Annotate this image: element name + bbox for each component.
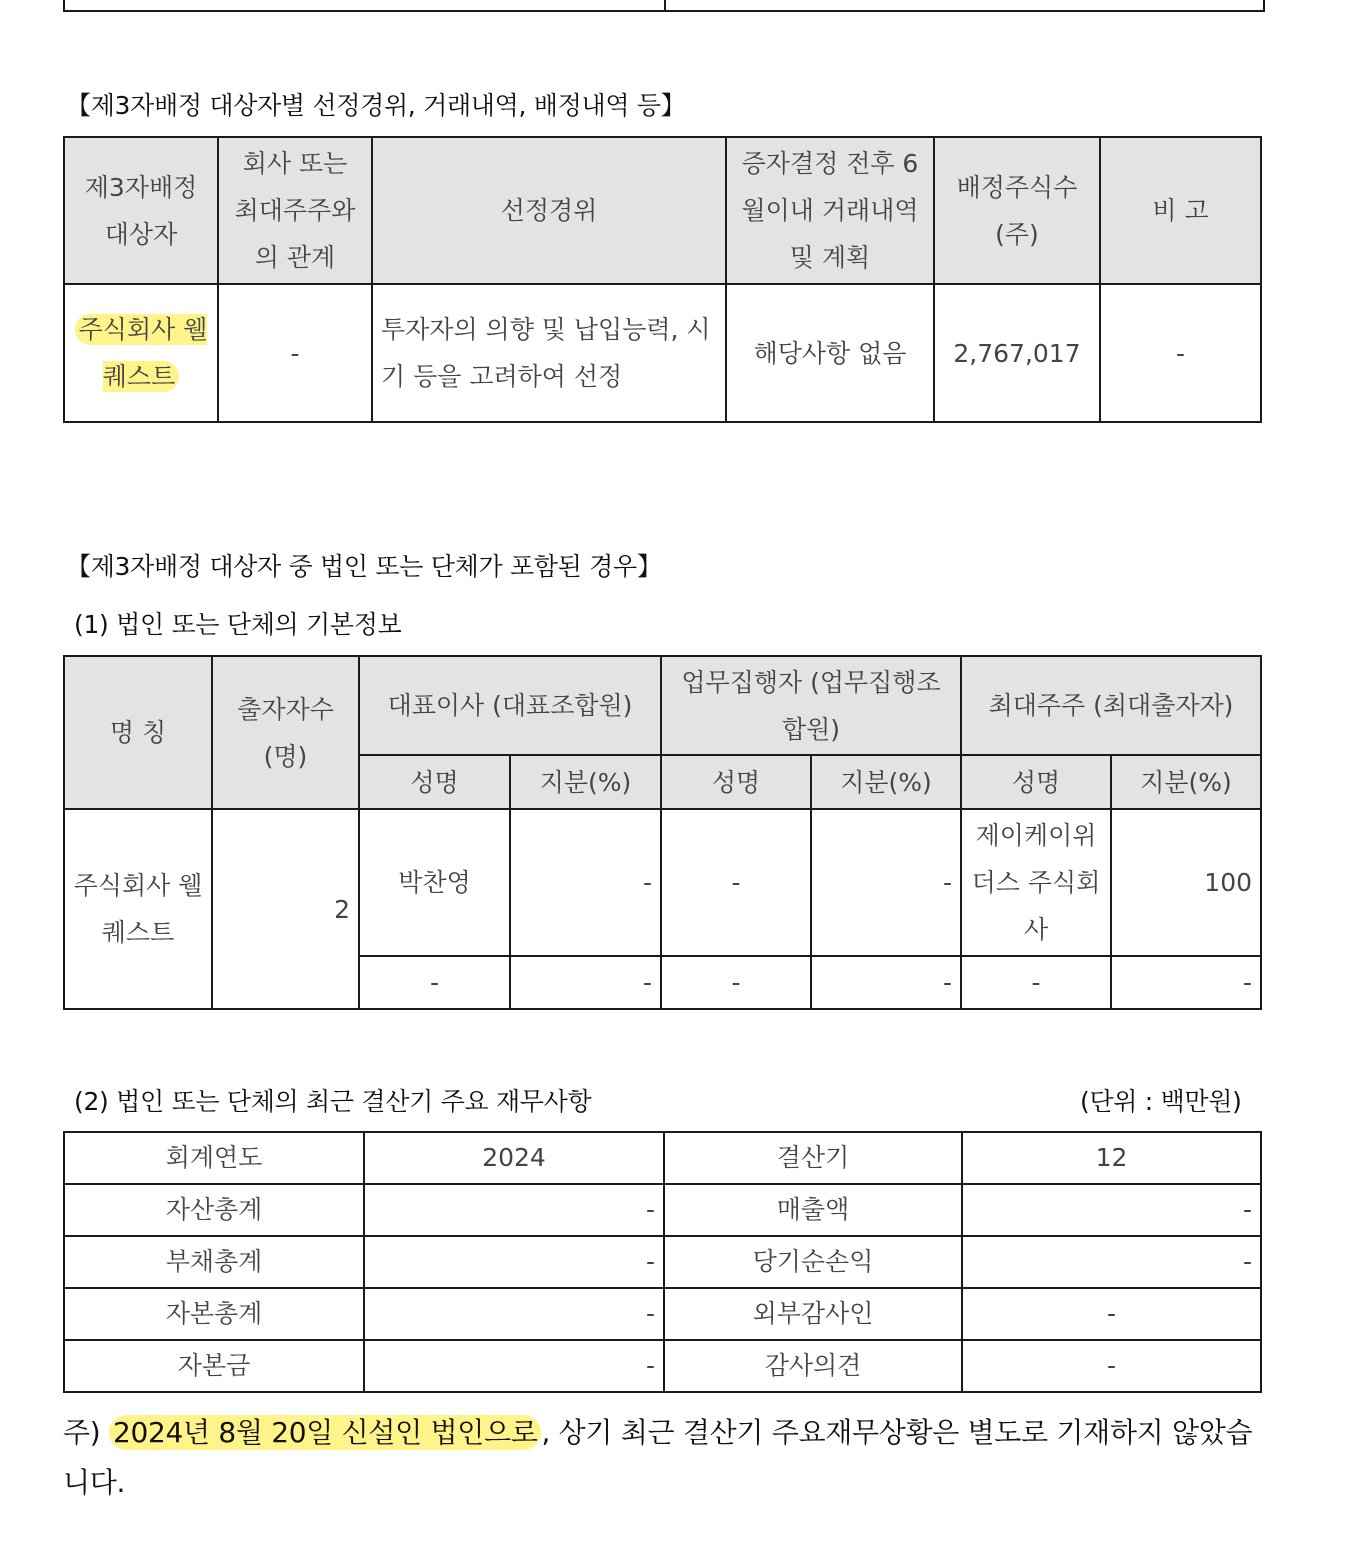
header-target: 제3자배정 대상자 [64,137,218,284]
cell-remarks: - [1100,284,1261,422]
table-row [64,1340,1261,1392]
cell-ceo-name-2: - [359,956,510,1009]
footnote-highlight: 2024년 8월 20일 신설인 법인으로 [109,1415,541,1450]
cell-label: 자산총계 [64,1184,364,1236]
header-ceo-stake: 지분(%) [510,755,661,809]
cell-value: 2024 [364,1132,664,1184]
highlighted-target-name: 주식회사 웰퀘스트 [75,314,208,392]
financial-table [63,1131,1262,1393]
cell-exec-stake-2: - [811,956,961,1009]
cell-exec-stake: - [811,809,961,956]
cell-value: 12 [962,1132,1261,1184]
header-major-name: 성명 [961,755,1111,809]
cell-entity-name: 주식회사 웰퀘스트 [64,809,212,1009]
entity-basic-info-table [63,655,1262,1010]
table-row [64,1288,1261,1340]
header-transactions: 증자결정 전후 6월이내 거래내역 및 계획 [726,137,934,284]
cell-major-stake-2: - [1111,956,1261,1009]
table-header-row [64,656,1261,755]
section2-subtitle: (1) 법인 또는 단체의 기본정보 [74,610,402,639]
cell-shares: 2,767,017 [934,284,1100,422]
header-remarks: 비 고 [1100,137,1261,284]
cell-relation: - [218,284,372,422]
cell-major-name: 제이케이위더스 주식회사 [961,809,1111,956]
header-major-shareholder: 최대주주 (최대출자자) [961,656,1261,755]
table-row [64,1132,1261,1184]
cell-ceo-name: 박찬영 [359,809,510,956]
cell-label: 당기순손익 [664,1236,962,1288]
cell-value: - [962,1340,1261,1392]
cell-target [64,284,218,422]
cell-label: 자본총계 [64,1288,364,1340]
cell-value: - [962,1288,1261,1340]
cell-value: - [364,1340,664,1392]
cell-major-stake: 100 [1111,809,1261,956]
cell-major-name-2: - [961,956,1111,1009]
cell-label: 외부감사인 [664,1288,962,1340]
cell-label: 회계연도 [64,1132,364,1184]
cell-label: 결산기 [664,1132,962,1184]
cell-label: 감사의견 [664,1340,962,1392]
table-row [64,1236,1261,1288]
cell-transactions: 해당사항 없음 [726,284,934,422]
cell-label: 부채총계 [64,1236,364,1288]
table-row [64,809,1261,956]
previous-table-fragment [63,0,1265,12]
cell-exec-name-2: - [661,956,811,1009]
cell-value: - [962,1184,1261,1236]
cell-label: 매출액 [664,1184,962,1236]
cell-label: 자본금 [64,1340,364,1392]
header-investors: 출자자수 (명) [212,656,359,809]
header-major-stake: 지분(%) [1111,755,1261,809]
cell-value: - [364,1236,664,1288]
table-row [64,1184,1261,1236]
cell-value: - [364,1288,664,1340]
header-ceo: 대표이사 (대표조합원) [359,656,661,755]
table-header-row [64,137,1261,284]
section1-title: 【제3자배정 대상자별 선정경위, 거래내역, 배정내역 등】 [66,91,686,120]
section2-title: 【제3자배정 대상자 중 법인 또는 단체가 포함된 경우】 [66,552,662,581]
header-relation: 회사 또는 최대주주와의 관계 [218,137,372,284]
cell-ceo-stake: - [510,809,661,956]
table-row [64,284,1261,422]
header-executor: 업무집행자 (업무집행조합원) [661,656,961,755]
header-reason: 선정경위 [372,137,726,284]
section3-subtitle: (2) 법인 또는 단체의 최근 결산기 주요 재무사항 [74,1087,592,1116]
footnote [63,1408,1263,1508]
unit-label: (단위 : 백만원) [1080,1087,1242,1116]
cell-value: - [962,1236,1261,1288]
header-shares: 배정주식수 (주) [934,137,1100,284]
footnote-text: , 상기 최근 결산기 주요재무상황은 별도로 기재하지 않았습니다. [63,1416,1253,1499]
allocation-table [63,136,1262,423]
header-exec-stake: 지분(%) [811,755,961,809]
cell-exec-name: - [661,809,811,956]
footnote-prefix: 주) [63,1416,109,1449]
header-exec-name: 성명 [661,755,811,809]
cell-ceo-stake-2: - [510,956,661,1009]
header-ceo-name: 성명 [359,755,510,809]
cell-reason: 투자자의 의향 및 납입능력, 시기 등을 고려하여 선정 [372,284,726,422]
cell-value: - [364,1184,664,1236]
header-name: 명 칭 [64,656,212,809]
cell-investors: 2 [212,809,359,1009]
